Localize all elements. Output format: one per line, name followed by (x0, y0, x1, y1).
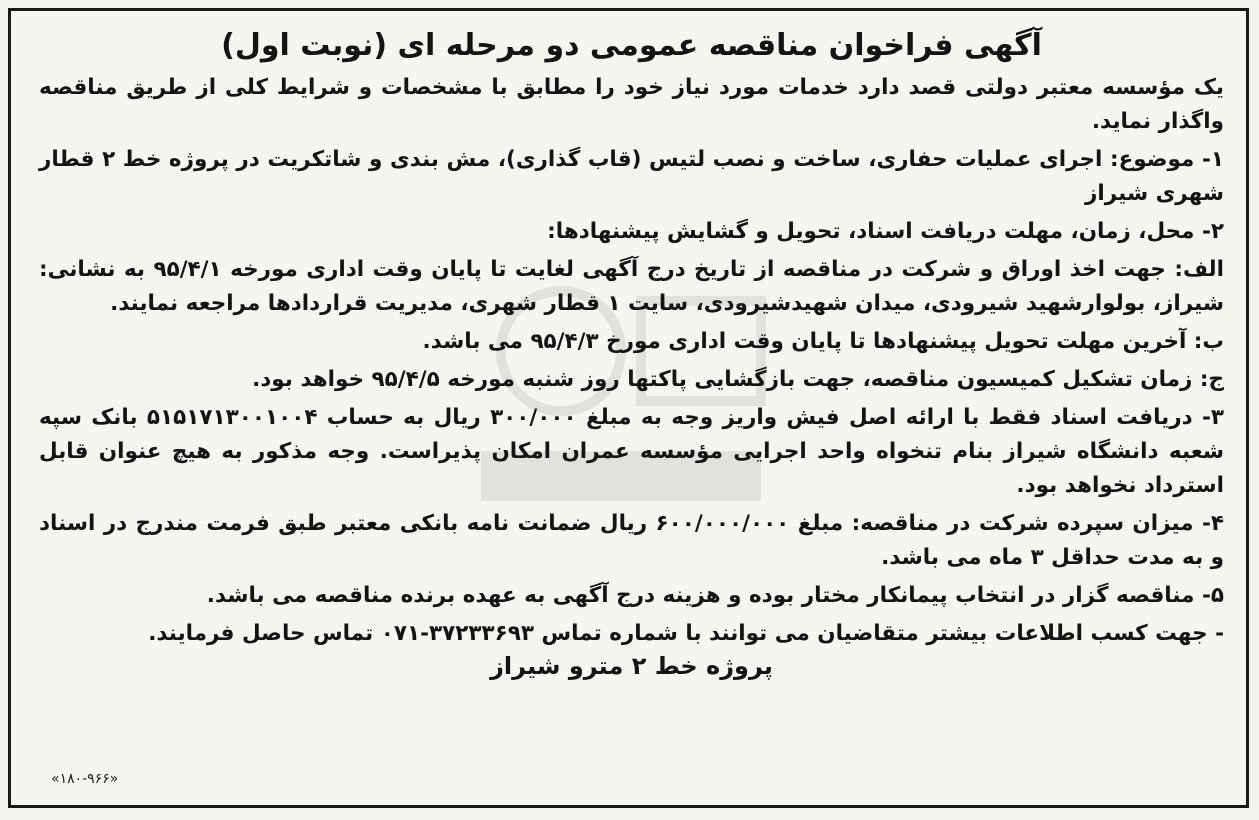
notice-frame (8, 8, 1249, 808)
intro-paragraph: یک مؤسسه معتبر دولتی قصد دارد خدمات مورد نیاز خود را مطابق با مشخصات و شرایط کلی از طریق مناقصه واگذار نماید. (39, 75, 1224, 134)
item-2a-documents: الف: جهت اخذ اوراق و شرکت در مناقصه از تاریخ درج آگهی لغایت تا پایان وقت اداری مورخه ۹۵/۴/۱ به نشانی: شیراز، بولوارشهید شیرودی، میدان شهیدشیرودی، سایت ۱ قطار شهری، مدیریت قراردادها مراجعه نمایند. (39, 257, 1224, 316)
item-3-payment: ۳- دریافت اسناد فقط با ارائه اصل فیش واریز وجه به مبلغ ۳۰۰/۰۰۰ ریال به حساب ۵۱۵۱۷۱۳۰۰۱۰۰۴ بانک سپه شعبه دانشگاه شیراز بنام تنخواه واحد اجرایی مؤسسه عمران امکان پذیراست. وجه مذکور به هیچ عنوان قابل استرداد نخواهد بود. (39, 405, 1224, 498)
item-5-advertisement-cost: ۵- مناقصه گزار در انتخاب پیمانکار مختار بوده و هزینه درج آگهی به عهده برنده مناقصه می باشد. (206, 583, 1224, 608)
item-2c-commission: ج: زمان تشکیل کمیسیون مناقصه، جهت بازگشایی پاکتها روز شنبه مورخه ۹۵/۴/۵ خواهد بود. (252, 367, 1224, 392)
project-name: پروژه خط ۲ مترو شیراز (490, 652, 773, 680)
notice-title: آگهی فراخوان مناقصه عمومی دو مرحله ای (نوبت اول) (221, 28, 1042, 63)
item-2-heading: ۲- محل، زمان، مهلت دریافت اسناد، تحویل و گشایش پیشنهادها: (547, 219, 1224, 244)
item-4-deposit: ۴- میزان سپرده شرکت در مناقصه: مبلغ ۶۰۰/۰۰۰/۰۰۰ ریال ضمانت نامه بانکی معتبر طبق فرمت مندرج در اسناد و به مدت حداقل ۳ ماه می باشد. (39, 511, 1224, 570)
contact-info: - جهت کسب اطلاعات بیشتر متقاضیان می توانند با شماره تماس ۳۷۲۳۳۶۹۳-۰۷۱ تماس حاصل فرمایند. (148, 621, 1224, 646)
ad-code: «۱۸۰-۹۶۶» (51, 771, 119, 787)
item-2b-deadline: ب: آخرین مهلت تحویل پیشنهادها تا پایان وقت اداری مورخ ۹۵/۴/۳ می باشد. (422, 329, 1224, 354)
item-1-subject: ۱- موضوع: اجرای عملیات حفاری، ساخت و نصب لتیس (قاب گذاری)، مش بندی و شاتکریت در پروژه خط ۲ قطار شهری شیراز (39, 147, 1224, 206)
notice-content (39, 25, 1224, 681)
